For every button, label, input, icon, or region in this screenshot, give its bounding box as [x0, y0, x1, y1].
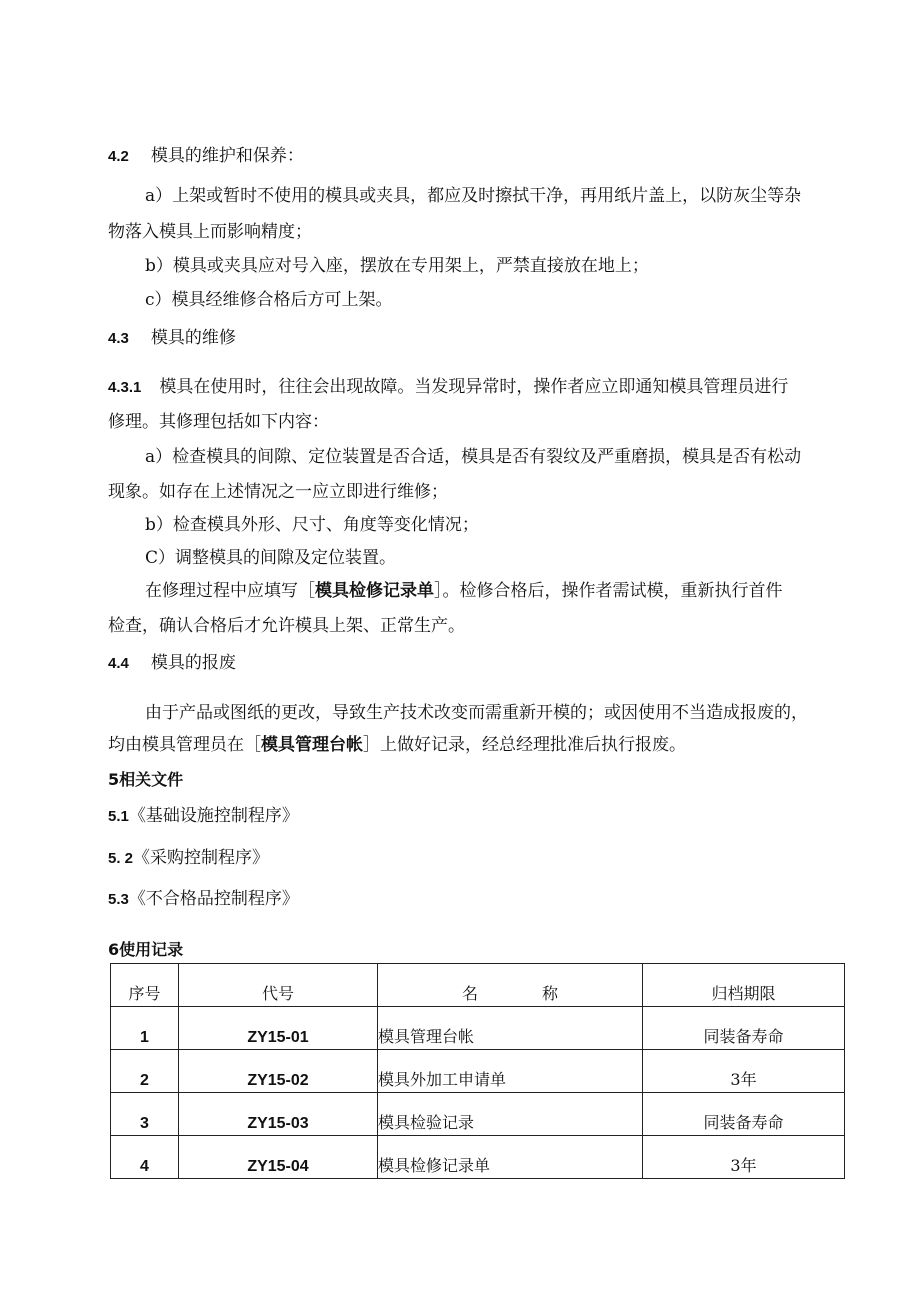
- row-no: 4: [111, 1136, 179, 1179]
- repair-note-line1: [145, 579, 783, 603]
- section-4-4-heading: [108, 651, 236, 676]
- row-retention: 同装备寿命: [643, 1093, 845, 1136]
- row-code: ZY15-04: [179, 1136, 378, 1179]
- scrap-note-line2: [108, 733, 686, 757]
- section-title: 模具的维修: [150, 328, 236, 348]
- header-name: 名 称: [378, 964, 643, 1007]
- section-6-heading: 6使用记录: [108, 940, 184, 959]
- doc-number: 5.3: [108, 891, 129, 908]
- row-name: 模具检验记录: [378, 1093, 643, 1136]
- section-number: 4.3.1: [108, 379, 142, 396]
- row-name: 模具检修记录单: [378, 1136, 643, 1179]
- doc-title: 《基础设施控制程序》: [128, 806, 299, 826]
- doc-number: 5. 2: [108, 850, 134, 867]
- item-4-2-a-line2: 物落入模具上而影响精度；: [108, 222, 312, 242]
- row-code: ZY15-03: [179, 1093, 378, 1136]
- item-4-3-1-a-line1: a）检查模具的间隙、定位装置是否合适，模具是否有裂纹及严重磨损，模具是否有松动: [145, 447, 802, 467]
- section-5-heading: 5相关文件: [108, 770, 184, 789]
- related-doc-5-3: [108, 887, 299, 912]
- table-row: [111, 1136, 845, 1179]
- related-doc-5-1: [108, 804, 299, 829]
- row-no: 2: [111, 1050, 179, 1093]
- doc-number: 5.1: [108, 808, 129, 825]
- repair-note-post: ］。检修合格后，操作者需试模，重新执行首件: [434, 581, 783, 601]
- section-number: 4.3: [108, 330, 129, 347]
- section-number: 4.2: [108, 148, 129, 165]
- row-no: 3: [111, 1093, 179, 1136]
- section-number: 4.4: [108, 655, 129, 672]
- scrap-note-pre: 均由模具管理员在［: [108, 735, 261, 755]
- repair-note-pre: 在修理过程中应填写［: [145, 581, 315, 601]
- doc-title: 《不合格品控制程序》: [128, 889, 299, 909]
- section-4-3-1-line2: 修理。其修理包括如下内容：: [108, 412, 329, 432]
- section-title: 模具的维护和保养：: [150, 146, 304, 166]
- table-row: [111, 1093, 845, 1136]
- row-code: ZY15-01: [179, 1007, 378, 1050]
- item-4-2-b: b）模具或夹具应对号入座，摆放在专用架上，严禁直接放在地上；: [145, 256, 649, 276]
- header-no: 序号: [111, 964, 179, 1007]
- records-table: [110, 963, 845, 1179]
- scrap-note-line1: 由于产品或图纸的更改，导致生产技术改变而需重新开模的；或因使用不当造成报废的，: [145, 703, 808, 723]
- section-text: 模具在使用时，往往会出现故障。当发现异常时，操作者应立即通知模具管理员进行: [159, 377, 789, 397]
- item-4-3-1-a-line2: 现象。如存在上述情况之一应立即进行维修；: [108, 482, 448, 502]
- repair-note-line2: 检查，确认合格后才允许模具上架、正常生产。: [108, 616, 465, 636]
- row-code: ZY15-02: [179, 1050, 378, 1093]
- header-code: 代号: [179, 964, 378, 1007]
- section-title: 模具的报废: [150, 653, 236, 673]
- item-4-2-a-line1: a）上架或暂时不使用的模具或夹具，都应及时擦拭干净，再用纸片盖上，以防灰尘等杂: [145, 186, 802, 206]
- table-row: [111, 1050, 845, 1093]
- row-retention: 3年: [643, 1136, 845, 1179]
- repair-record-ref: 模具检修记录单: [315, 581, 434, 601]
- doc-title: 《采购控制程序》: [133, 848, 270, 868]
- scrap-note-post: ］上做好记录，经总经理批准后执行报废。: [363, 735, 686, 755]
- mold-ledger-ref: 模具管理台帐: [261, 735, 363, 755]
- related-doc-5-2: [108, 846, 269, 871]
- row-name: 模具管理台帐: [378, 1007, 643, 1050]
- row-no: 1: [111, 1007, 179, 1050]
- item-4-2-c: c）模具经维修合格后方可上架。: [145, 290, 393, 310]
- table-header-row: [111, 964, 845, 1007]
- row-retention: 3年: [643, 1050, 845, 1093]
- row-name: 模具外加工申请单: [378, 1050, 643, 1093]
- item-4-3-1-b: b）检查模具外形、尺寸、角度等变化情况；: [145, 515, 479, 535]
- item-4-3-1-c: C）调整模具的间隙及定位装置。: [145, 548, 397, 568]
- section-4-3-1-line1: [108, 375, 788, 400]
- row-retention: 同装备寿命: [643, 1007, 845, 1050]
- table-row: [111, 1007, 845, 1050]
- header-retention: 归档期限: [643, 964, 845, 1007]
- section-4-2-heading: [108, 144, 304, 169]
- section-4-3-heading: [108, 326, 236, 351]
